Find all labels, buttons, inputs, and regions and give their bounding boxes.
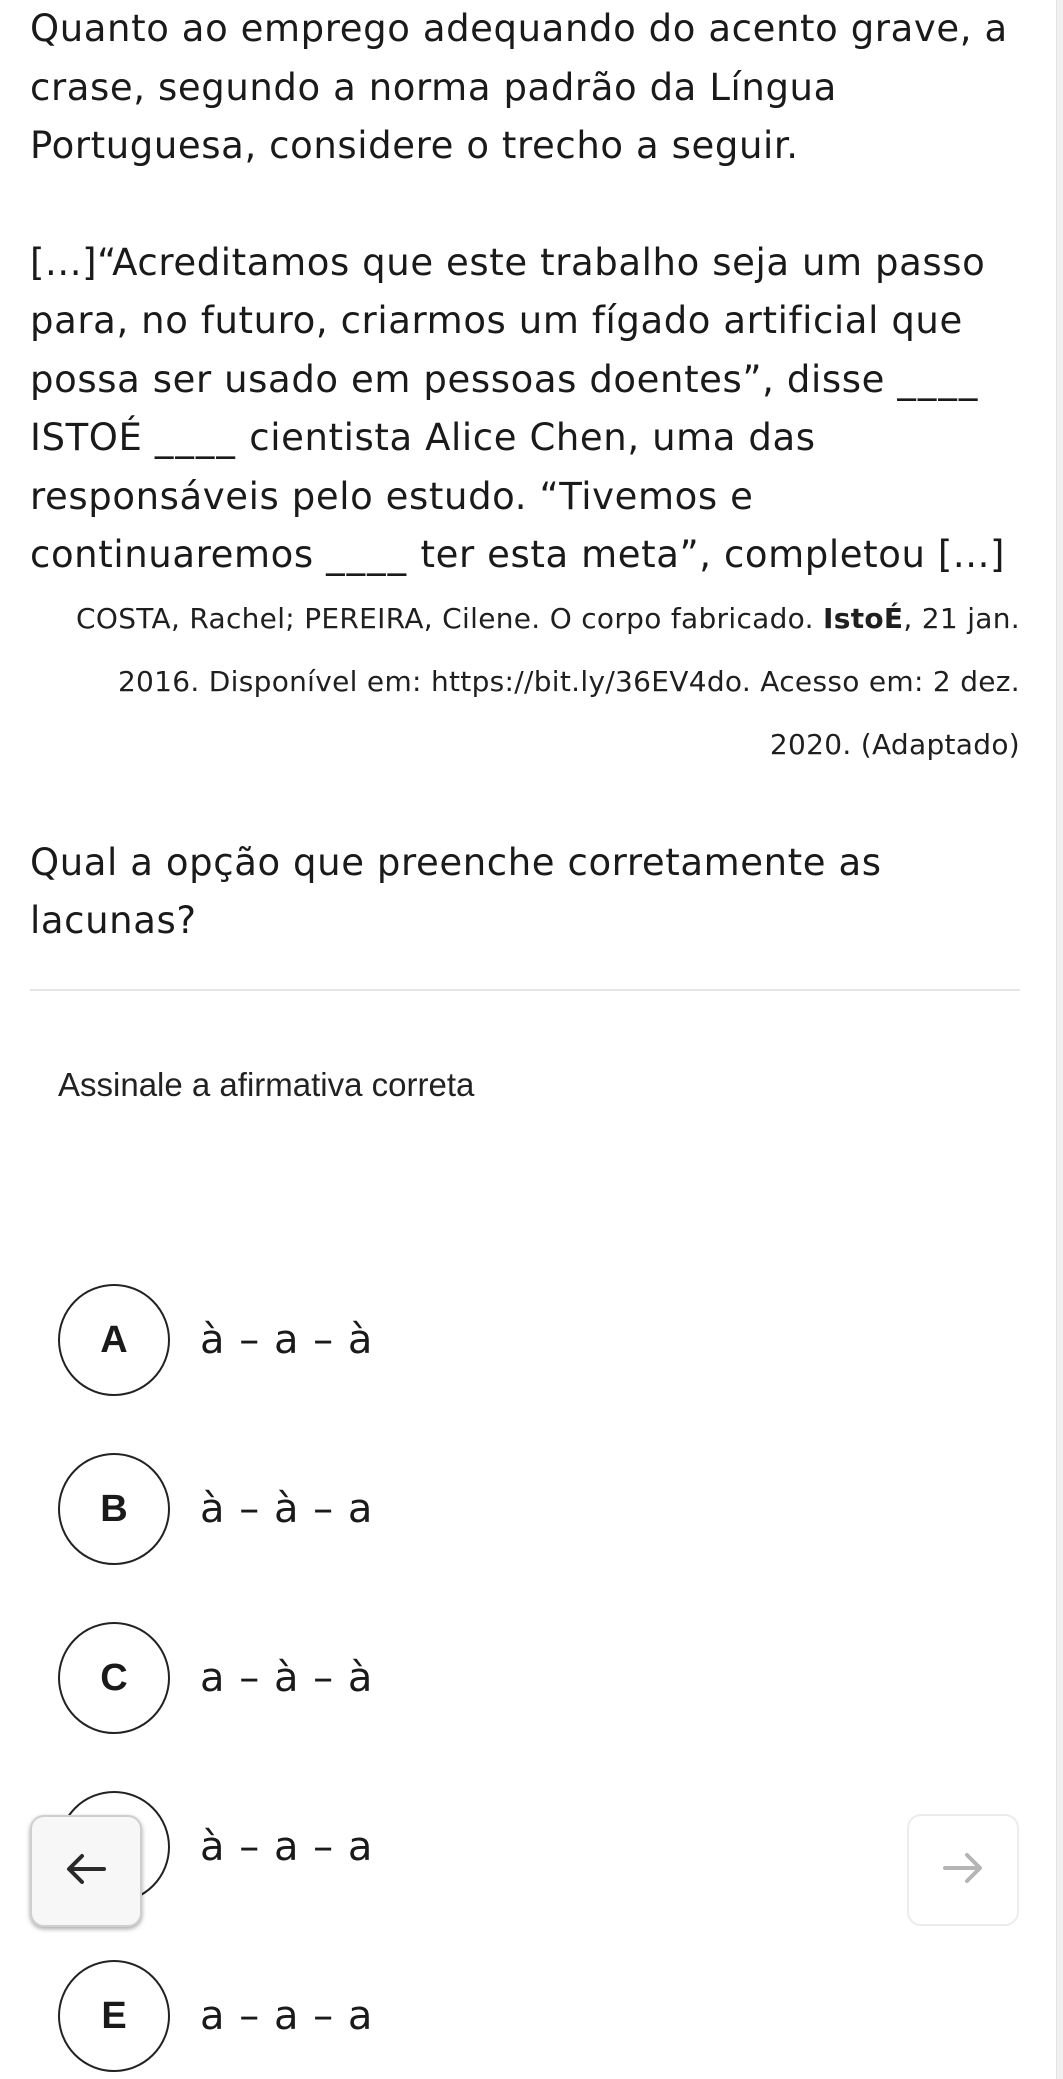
question-intro: Quanto ao emprego adequando do acento grave, a crase, segundo a norma padrão da Língua Portuguesa, considere o trecho a seguir. [30, 7, 1008, 167]
question-quote [30, 234, 1020, 585]
option-c[interactable] [58, 1622, 373, 1734]
question-prompt: Qual a opção que preenche corretamente as lacunas? [30, 840, 882, 942]
blank-3: ____ [326, 533, 409, 576]
option-b[interactable] [58, 1453, 373, 1565]
citation-magazine: IstoÉ [823, 601, 904, 635]
blank-2: ____ [154, 416, 237, 459]
citation-authors: COSTA, Rachel; PEREIRA, Cilene. O corpo fabricado. [76, 601, 814, 635]
citation [30, 587, 1020, 776]
instruction-text: Assinale a afirmativa correta [58, 1065, 475, 1103]
option-a[interactable] [58, 1284, 373, 1396]
quote-part-3: cientista Alice Chen, uma das responsáveis pelo estudo. “Tivemos e continuaremos [30, 416, 816, 576]
question-content [30, 0, 1020, 1105]
option-text: à – à – a [200, 1486, 374, 1532]
quote-part-1: [...]“Acreditamos que este trabalho seja um passo para, no futuro, criarmos um fígado artificial que possa ser usado em pessoas doentes”, disse [30, 240, 986, 401]
option-letter: E [58, 1960, 170, 2072]
option-e[interactable] [58, 1960, 373, 2072]
next-question-button[interactable] [907, 1814, 1019, 1926]
option-text: à – a – à [200, 1317, 374, 1363]
arrow-right-icon [941, 1850, 985, 1890]
option-text: a – à – à [200, 1655, 374, 1701]
divider [30, 989, 1020, 991]
blank-1: ____ [897, 357, 980, 401]
quote-part-2: ISTOÉ [30, 416, 143, 459]
page-scrollbar[interactable] [1056, 0, 1063, 2079]
option-letter: A [58, 1284, 170, 1396]
option-letter: B [58, 1453, 170, 1565]
arrow-left-icon [64, 1851, 108, 1891]
option-letter: C [58, 1622, 170, 1734]
citation-access: . Acesso em: 2 dez. 2020. (Adaptado) [741, 664, 1020, 761]
option-text: à – a – a [200, 1824, 374, 1870]
citation-date: , 21 jan. 2016. Disponível em: [117, 601, 1020, 698]
quote-part-4: ter esta meta”, completou [...] [420, 533, 1006, 576]
option-text: a – a – a [200, 1993, 374, 2039]
previous-question-button[interactable] [30, 1815, 142, 1927]
question-text [30, 0, 1020, 585]
citation-url[interactable]: https://bit.ly/36EV4do [430, 664, 742, 698]
